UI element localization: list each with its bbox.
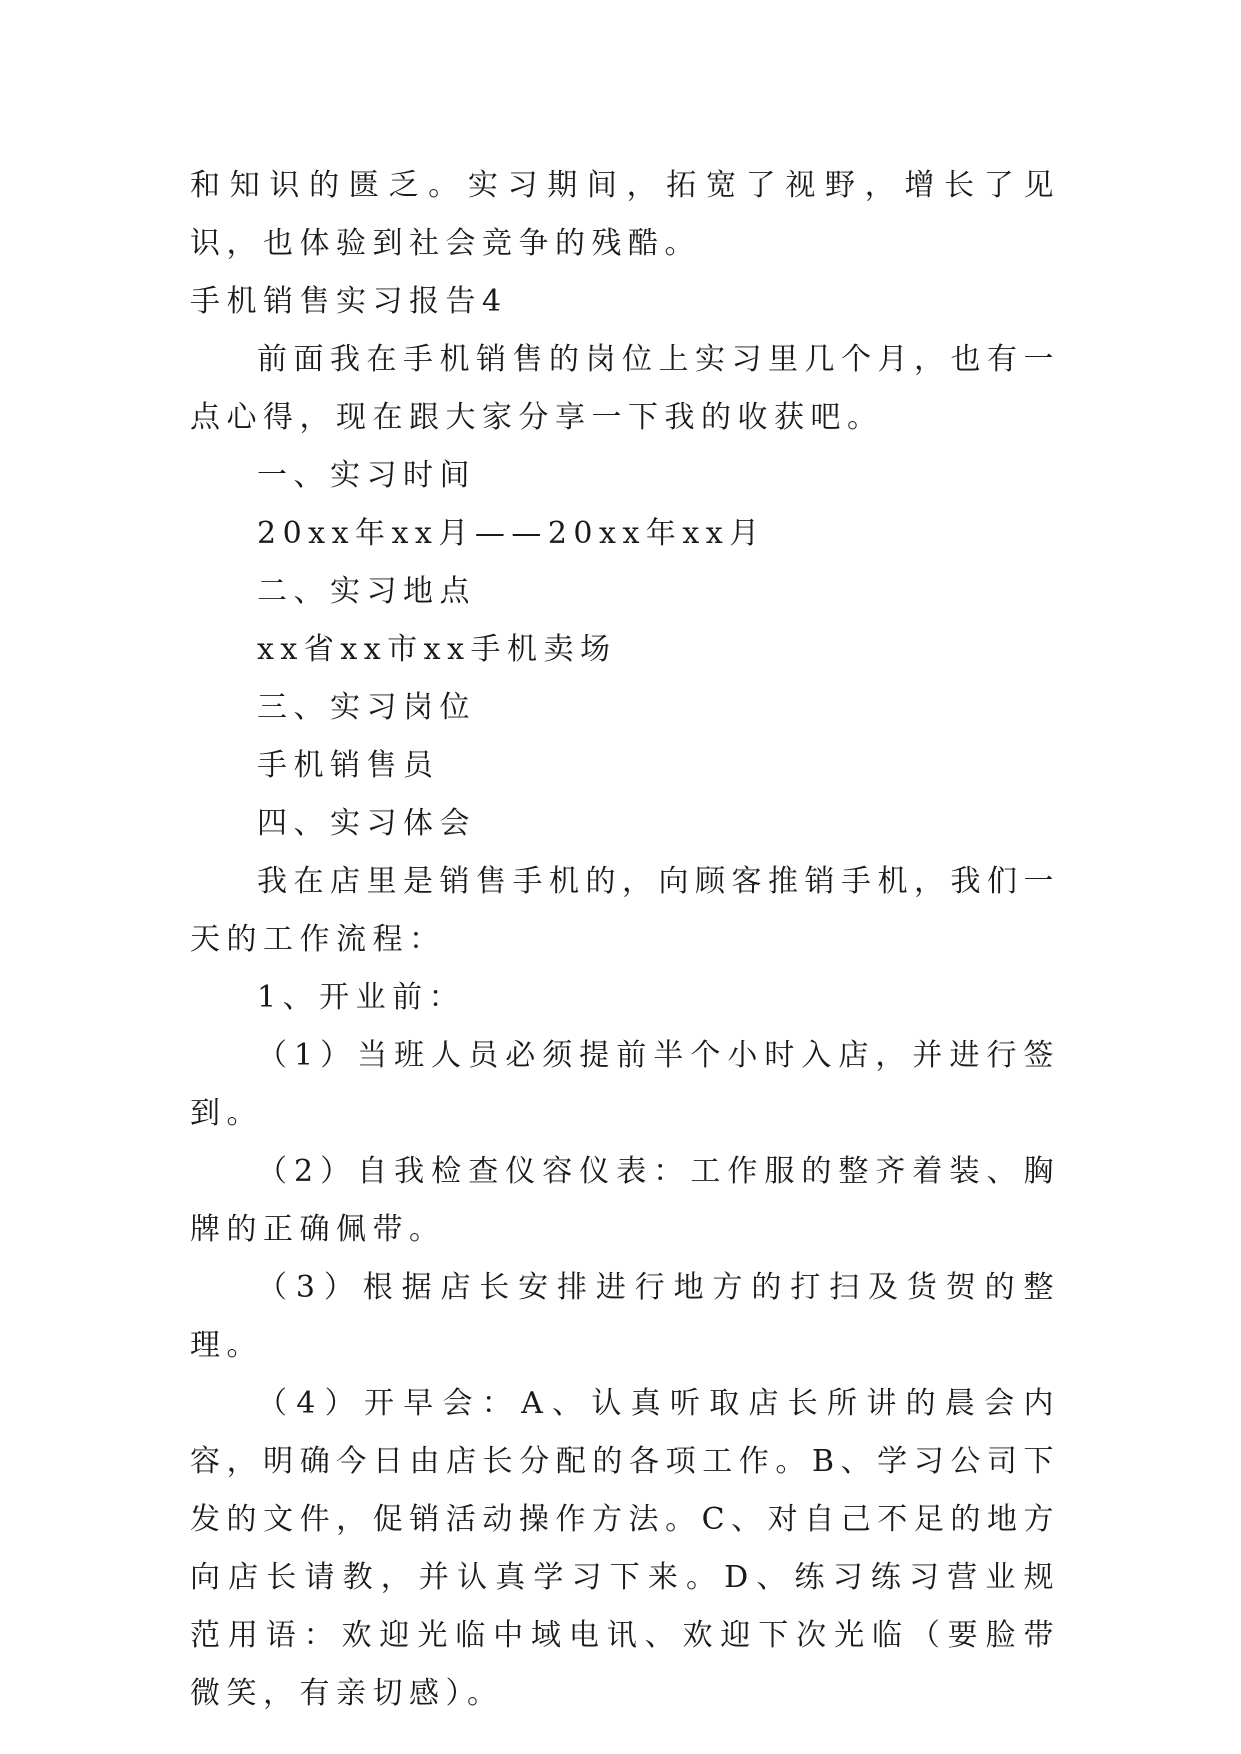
paragraph-workflow-intro: 我在店里是销售手机的，向顾客推销手机，我们一天的工作流程： (190, 864, 1060, 957)
list-heading-before-opening: 1、开业前： (257, 980, 466, 1015)
section-heading: 手机销售实习报告4 (190, 284, 508, 319)
heading-internship-location: 二、实习地点 (257, 574, 476, 609)
heading-internship-experience: 四、实习体会 (257, 806, 476, 841)
heading-internship-time: 一、实习时间 (257, 458, 476, 493)
list-item-3: （3）根据店长安排进行地方的打扫及货贺的整理。 (190, 1270, 1060, 1363)
paragraph-continuation: 和知识的匮乏。实习期间，拓宽了视野，增长了见识，也体验到社会竞争的残酷。 (190, 168, 1060, 261)
paragraph-intro: 前面我在手机销售的岗位上实习里几个月，也有一点心得，现在跟大家分享一下我的收获吧。 (190, 342, 1060, 435)
internship-location-value: xx省xx市xx手机卖场 (257, 632, 617, 667)
list-item-4: （4）开早会：A、认真听取店长所讲的晨会内容，明确今日由店长分配的各项工作。B、学习公司下发的文件，促销活动操作方法。C、对自己不足的地方向店长请教，并认真学习下来。D、练习练习营业规范用语：欢迎光临中域电讯、欢迎下次光临（要脸带微笑，有亲切感）。 (190, 1386, 1060, 1711)
list-item-2: （2）自我检查仪容仪表：工作服的整齐着装、胸牌的正确佩带。 (190, 1154, 1060, 1247)
internship-time-value: 20xx年xx月——20xx年xx月 (257, 516, 766, 551)
list-item-1: （1）当班人员必须提前半个小时入店，并进行签到。 (190, 1038, 1060, 1131)
document-body (190, 157, 1060, 1723)
heading-internship-position: 三、实习岗位 (257, 690, 476, 725)
internship-position-value: 手机销售员 (257, 748, 440, 783)
